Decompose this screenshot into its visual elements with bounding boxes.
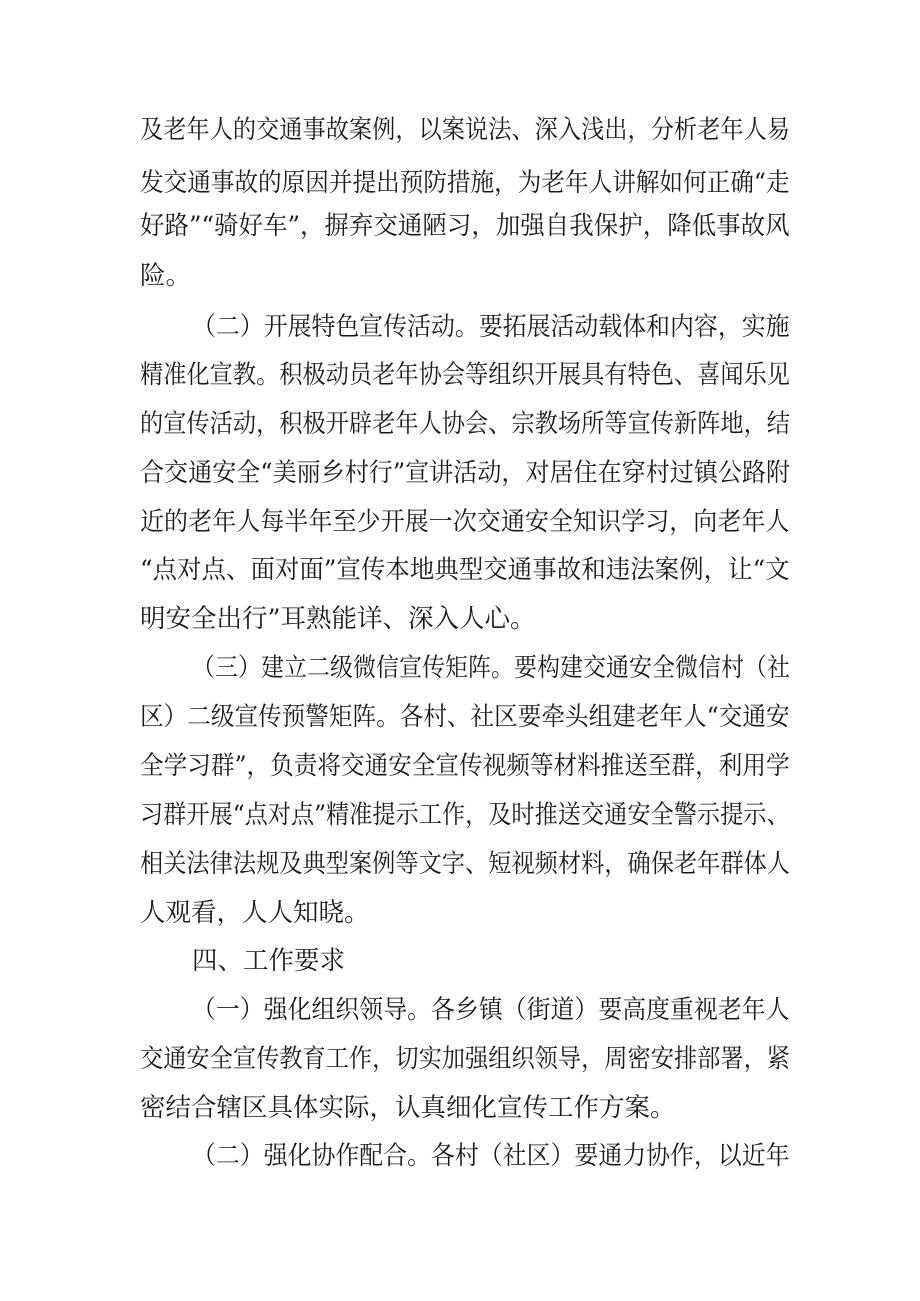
paragraph-line: 全学习群”，负责将交通安全宣传视频等材料推送至群，利用学 [140, 751, 790, 781]
paragraph-line: （三）建立二级微信宣传矩阵。要构建交通安全微信村（社 [192, 653, 791, 683]
paragraph-line: （二）强化协作配合。各村（社区）要通力协作，以近年 [192, 1141, 790, 1171]
paragraph-line: 交通安全宣传教育工作，切实加强组织领导，周密安排部署，紧 [140, 1044, 791, 1074]
paragraph-line: 人观看，人人知晓。 [140, 898, 370, 928]
paragraph-line: （二）开展特色宣传活动。要拓展活动载体和内容，实施 [192, 312, 790, 342]
paragraph-line: （一）强化组织领导。各乡镇（街道）要高度重视老年人 [192, 995, 790, 1025]
paragraph-line: 近的老年人每半年至少开展一次交通安全知识学习，向老年人 [140, 507, 790, 537]
paragraph-line: 密结合辖区具体实际，认真细化宣传工作方案。 [140, 1093, 676, 1123]
paragraph-line: 精准化宣教。积极动员老年协会等组织开展具有特色、喜闻乐见 [140, 360, 791, 390]
paragraph-line: 发交通事故的原因并提出预防措施，为老年人讲解如何正确“走 [140, 168, 790, 198]
paragraph-line: 区）二级宣传预警矩阵。各村、社区要牵头组建老年人“交通安 [140, 702, 790, 732]
section-heading: 四、工作要求 [192, 946, 346, 976]
paragraph-line: 明安全出行”耳熟能详、深入人心。 [140, 604, 536, 634]
paragraph-line: 的宣传活动，积极开辟老年人协会、宗教场所等宣传新阵地，结 [140, 409, 791, 439]
paragraph-line: 险。 [140, 261, 192, 291]
paragraph-line: 及老年人的交通事故案例，以案说法、深入浅出，分析老年人易 [140, 115, 791, 145]
paragraph-line: “点对点、面对面”宣传本地典型交通事故和违法案例，让“文 [140, 555, 790, 585]
paragraph-line: 好路”“骑好车”，摒弃交通陋习，加强自我保护，降低事故风 [140, 211, 790, 241]
paragraph-line: 合交通安全“美丽乡村行”宣讲活动，对居住在穿村过镇公路附 [140, 458, 791, 488]
paragraph-line: 相关法律法规及典型案例等文字、短视频材料，确保老年群体人 [140, 849, 791, 879]
paragraph-line: 习群开展“点对点”精准提示工作，及时推送交通安全警示提示、 [140, 800, 790, 830]
